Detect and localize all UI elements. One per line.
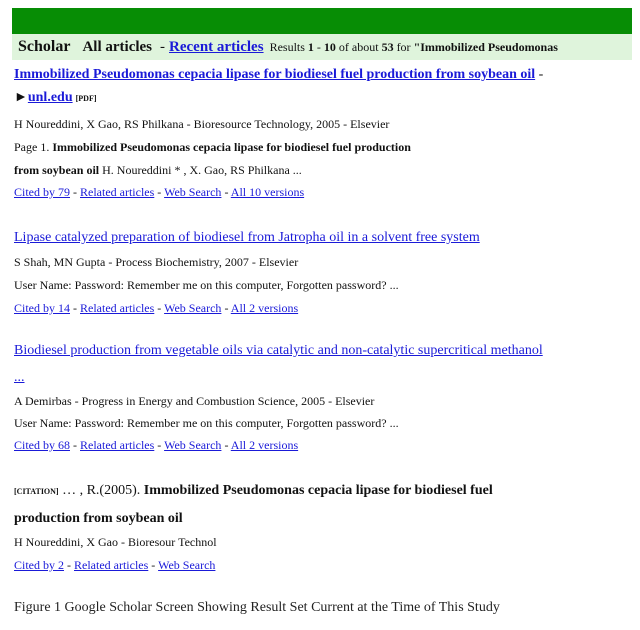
- result-item: [14, 229, 624, 315]
- result-snippet: User Name: Password: Remember me on this computer, Forgotten password? ...: [14, 416, 399, 430]
- query-text: "Immobilized Pseudomonas: [413, 39, 558, 54]
- result-title: Immobilized Pseudomonas cepacia lipase for biodiesel fuel: [143, 483, 493, 498]
- result-item: Immobilized Pseudomonas cepacia lipase for biodiesel fuel production from soybean oil - ►unl.edu [PDF] H Noureddini, X Gao, RS Philkana - Bioresource Technology, 2005 - Elsevier Page 1. Immobilized Pseudomonas cepacia lipase for biodiesel fuel production from soybean oil H. Noureddini * , X. Gao, RS Philkana ... Cited by 79 - Related articles - Web Search - All 10 versions: [14, 66, 624, 199]
- result-links: Cited by 14 - Related articles - Web Search - All 2 versions: [14, 301, 299, 315]
- web-search-link[interactable]: Web Search: [158, 558, 216, 572]
- result-item: [14, 482, 624, 572]
- scholar-brand[interactable]: Scholar: [18, 38, 71, 55]
- recent-articles-link[interactable]: Recent articles: [169, 38, 264, 55]
- header-separator: -: [160, 38, 166, 55]
- result-item: [14, 342, 624, 452]
- pdf-tag: [PDF]: [75, 94, 97, 103]
- web-search-link[interactable]: Web Search: [164, 185, 222, 199]
- result-title-link-cont[interactable]: ...: [14, 370, 25, 385]
- related-articles-link[interactable]: Related articles: [80, 185, 155, 199]
- cited-by-link[interactable]: Cited by 2: [14, 558, 64, 572]
- web-search-link[interactable]: Web Search: [164, 301, 222, 315]
- result-title-link[interactable]: Lipase catalyzed preparation of biodiesel from Jatropha oil in a solvent free system: [14, 230, 480, 245]
- result-authors: H Noureddini, X Gao, RS Philkana - Bioresource Technology, 2005 - Elsevier: [14, 117, 390, 131]
- result-title-link[interactable]: Biodiesel production from vegetable oils via catalytic and non-catalytic supercritical methanol: [14, 343, 543, 358]
- web-search-link[interactable]: Web Search: [164, 438, 222, 452]
- citation-prefix: … , R.(2005).: [62, 483, 141, 498]
- result-snippet-cont: from soybean oil H. Noureddini * , X. Gao, RS Philkana ...: [14, 163, 302, 177]
- result-title-link[interactable]: Immobilized Pseudomonas cepacia lipase for biodiesel fuel production from soybean oil: [14, 67, 536, 82]
- citation-tag: [CITATION]: [14, 487, 59, 496]
- scholar-top-bar: [12, 8, 632, 34]
- related-articles-link[interactable]: Related articles: [74, 558, 149, 572]
- all-versions-link[interactable]: All 10 versions: [230, 185, 305, 199]
- result-links: Cited by 2 - Related articles - Web Search: [14, 558, 216, 572]
- result-title-cont: production from soybean oil: [14, 511, 183, 526]
- arrow-icon: ►: [14, 90, 28, 105]
- all-articles-tab: All articles: [82, 38, 153, 55]
- scholar-header: [12, 34, 632, 60]
- source-link[interactable]: unl.edu: [27, 90, 73, 105]
- result-snippet: User Name: Password: Remember me on this computer, Forgotten password? ...: [14, 278, 399, 292]
- related-articles-link[interactable]: Related articles: [80, 438, 155, 452]
- results-summary: Results 1 - 10 of about 53 for "Immobilized Pseudomonas: [269, 39, 558, 54]
- result-authors: H Noureddini, X Gao - Bioresour Technol: [14, 535, 217, 549]
- result-links: Cited by 68 - Related articles - Web Search - All 2 versions: [14, 438, 299, 452]
- result-authors: S Shah, MN Gupta - Process Biochemistry, 2007 - Elsevier: [14, 255, 299, 269]
- cited-by-link[interactable]: Cited by 79: [14, 185, 70, 199]
- result-authors: A Demirbas - Progress in Energy and Combustion Science, 2005 - Elsevier: [14, 394, 375, 408]
- all-versions-link[interactable]: All 2 versions: [230, 438, 299, 452]
- result-snippet: Page 1. Immobilized Pseudomonas cepacia lipase for biodiesel fuel production: [14, 140, 411, 154]
- cited-by-link[interactable]: Cited by 68: [14, 438, 70, 452]
- figure-caption: Figure 1 Google Scholar Screen Showing Result Set Current at the Time of This Study: [14, 600, 500, 615]
- all-versions-link[interactable]: All 2 versions: [230, 301, 299, 315]
- cited-by-link[interactable]: Cited by 14: [14, 301, 70, 315]
- result-links: Cited by 79 - Related articles - Web Search - All 10 versions: [14, 185, 305, 199]
- related-articles-link[interactable]: Related articles: [80, 301, 155, 315]
